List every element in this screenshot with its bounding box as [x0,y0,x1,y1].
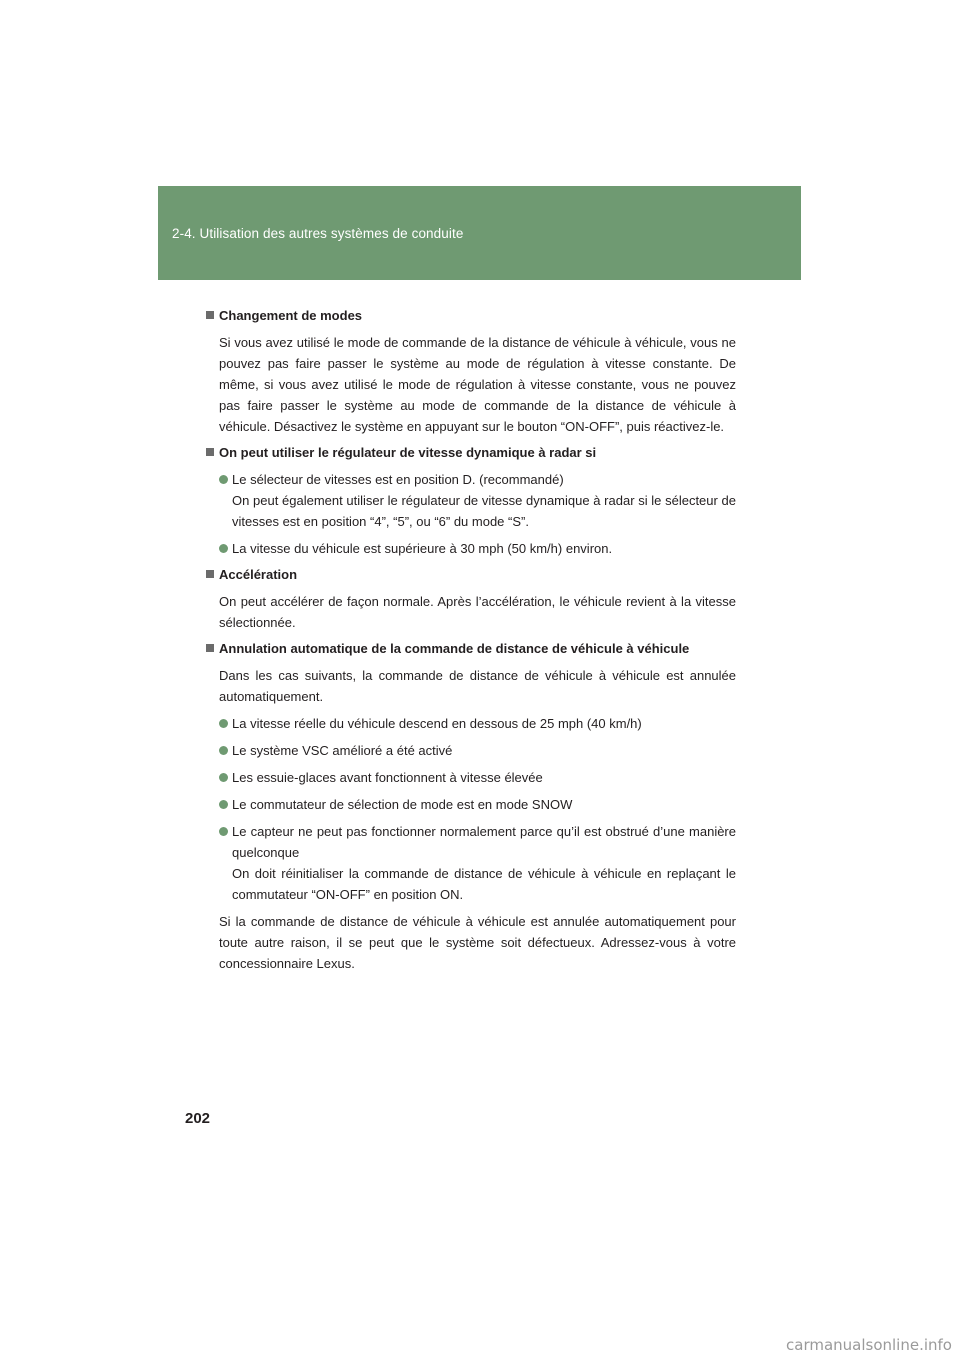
paragraph: Si vous avez utilisé le mode de commande de la distance de véhicule à véhicule, vous ne pouvez pas faire passer le système au mode de régulation à vitesse constante. De même, si vous avez utilisé le mode de régulation à vitesse constante, vous ne pouvez pas faire passer le système au mode de commande de la distance de véhicule à véhicule. Désactivez le système en appuyant sur le bouton “ON-OFF”, puis réactivez-le. [219,335,736,434]
paragraph: Si la commande de distance de véhicule à véhicule est annulée automatiquement pour toute autre raison, il se peut que le système soit défectueux. Adressez-vous à votre concessionnaire Lexus. [219,914,736,971]
list-item-text: La vitesse du véhicule est supérieure à 30 mph (50 km/h) environ. [232,541,613,556]
list-item-text: Le commutateur de sélection de mode est en mode SNOW [232,797,573,812]
list-item-text: On peut également utiliser le régulateur de vitesse dynamique à radar si le sélecteur de vitesses est en position “4”, “5”, ou “6” du mode “S”. [232,493,736,529]
square-bullet-icon [206,570,214,578]
paragraph: On peut accélérer de façon normale. Après l’accélération, le véhicule revient à la vitesse sélectionnée. [219,594,736,630]
list-item [219,469,736,532]
round-bullet-icon [219,544,228,553]
heading-text: On peut utiliser le régulateur de vitesse dynamique à radar si [219,445,597,460]
watermark: carmanualsonline.info [786,1336,952,1354]
page-content [206,306,736,980]
list-item-text: Le sélecteur de vitesses est en position D. (recommandé) [232,472,564,487]
list-item-text: Le système VSC amélioré a été activé [232,743,453,758]
heading-text: Annulation automatique de la commande de distance de véhicule à véhicule [219,641,690,656]
list-item-text: On doit réinitialiser la commande de distance de véhicule à véhicule en replaçant le commutateur “ON-OFF” en position ON. [232,866,736,902]
heading-text: Changement de modes [219,308,363,323]
round-bullet-icon [219,475,228,484]
list-item [219,821,736,905]
list-item-text: Les essuie-glaces avant fonctionnent à vitesse élevée [232,770,543,785]
list-item [219,538,736,559]
section-title: 2-4. Utilisation des autres systèmes de conduite [172,226,464,241]
heading-changement-de-modes [206,306,736,326]
list-item-text: La vitesse réelle du véhicule descend en dessous de 25 mph (40 km/h) [232,716,642,731]
heading-text: Accélération [219,567,298,582]
list-item-text: Le capteur ne peut pas fonctionner normalement parce qu’il est obstrué d’une manière quelconque [232,824,736,860]
round-bullet-icon [219,773,228,782]
round-bullet-icon [219,719,228,728]
round-bullet-icon [219,827,228,836]
list-item [219,794,736,815]
heading-annulation-automatique [206,639,736,659]
round-bullet-icon [219,746,228,755]
heading-acceleration [206,565,736,585]
section-header-band [158,186,801,280]
list-item [219,713,736,734]
square-bullet-icon [206,644,214,652]
round-bullet-icon [219,800,228,809]
heading-regulateur-conditions [206,443,736,463]
square-bullet-icon [206,448,214,456]
paragraph: Dans les cas suivants, la commande de distance de véhicule à véhicule est annulée automatiquement. [219,668,736,704]
square-bullet-icon [206,311,214,319]
list-item [219,740,736,761]
page-number: 202 [185,1110,211,1127]
list-item [219,767,736,788]
